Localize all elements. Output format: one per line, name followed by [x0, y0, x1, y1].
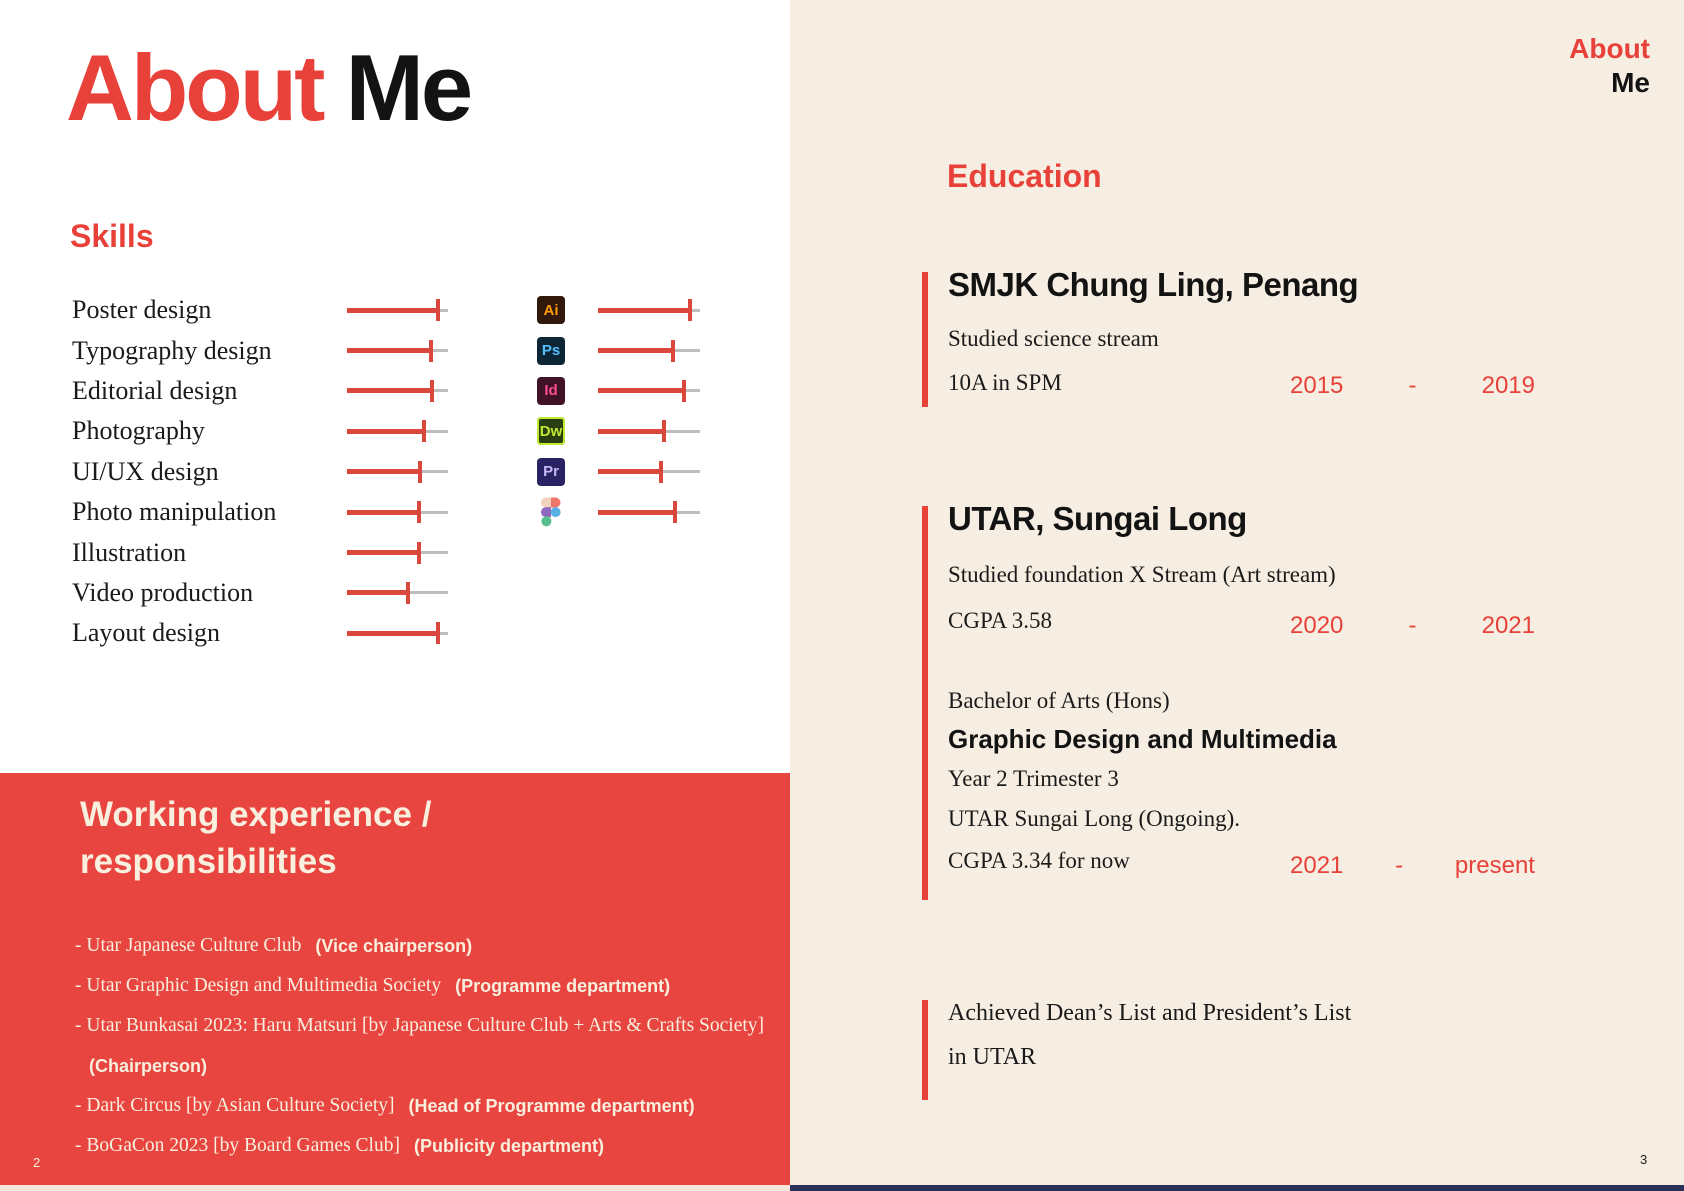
skill-row: [0, 452, 790, 492]
skill-bar: [347, 459, 448, 485]
skill-label: Poster design: [72, 295, 212, 325]
page-title: [66, 34, 470, 142]
skill-label: Layout design: [72, 618, 221, 648]
degree-line: Bachelor of Arts (Hons): [948, 688, 1170, 713]
experience-org: - Utar Japanese Culture Club: [75, 935, 302, 956]
experience-item: [75, 926, 780, 966]
skill-row: [0, 492, 790, 532]
experience-list: [75, 926, 780, 1166]
figma-icon: [541, 498, 561, 527]
experience-item: [75, 1006, 780, 1046]
education-page: [790, 0, 1684, 1185]
working-experience-heading-line1: Working experience /: [80, 795, 432, 834]
bottom-strip-left: [0, 1185, 790, 1191]
date-range: [1290, 612, 1535, 640]
degree-line: CGPA 3.34 for now: [948, 848, 1130, 873]
degree-programme: Graphic Design and Multimedia: [948, 724, 1337, 754]
premiere-icon: Pr: [537, 458, 565, 486]
degree-line: Year 2 Trimester 3: [948, 766, 1119, 791]
achievement-line: in UTAR: [948, 1044, 1037, 1070]
date-to: 2021: [1481, 612, 1535, 639]
entry-accent-bar: [922, 272, 928, 407]
illustrator-icon: Ai: [537, 296, 565, 324]
skill-row: [0, 573, 790, 613]
skill-bar: [347, 580, 448, 606]
skill-label: UI/UX design: [72, 456, 219, 486]
school-detail: Studied foundation X Stream (Art stream): [948, 562, 1336, 587]
dreamweaver-icon: Dw: [537, 417, 565, 445]
school-name: UTAR, Sungai Long: [948, 500, 1247, 537]
corner-title-accent: About: [1569, 33, 1650, 64]
software-bar: [598, 418, 700, 444]
entry-accent-bar: [922, 506, 928, 900]
skill-row: [0, 330, 790, 370]
date-separator: -: [1408, 372, 1417, 399]
skill-label: Photo manipulation: [72, 497, 277, 527]
experience-role: (Chairperson): [89, 1055, 208, 1076]
date-to: 2019: [1481, 372, 1535, 399]
experience-item: [75, 1086, 780, 1126]
achievement-line: Achieved Dean’s List and President’s List: [948, 1000, 1352, 1026]
experience-org: - Dark Circus [by Asian Culture Society]: [75, 1095, 395, 1116]
experience-org: - BoGaCon 2023 [by Board Games Club]: [75, 1135, 400, 1156]
software-bar: [598, 459, 700, 485]
date-from: 2021: [1290, 852, 1344, 879]
skill-row: [0, 532, 790, 572]
experience-item: [75, 1126, 780, 1166]
skill-row: [0, 411, 790, 451]
date-separator: -: [1395, 852, 1404, 879]
skill-bar: [347, 620, 448, 646]
software-bar: [598, 378, 700, 404]
page-number-left: 2: [33, 1155, 41, 1170]
school-detail: 10A in SPM: [948, 370, 1062, 395]
school-detail: Studied science stream: [948, 326, 1159, 351]
corner-title-rest: Me: [1611, 67, 1650, 98]
skill-row: [0, 613, 790, 653]
school-name: SMJK Chung Ling, Penang: [948, 266, 1359, 303]
skill-bar: [347, 418, 448, 444]
skill-label: Photography: [72, 416, 205, 446]
experience-role: (Head of Programme department): [408, 1095, 695, 1116]
skill-row: [0, 290, 790, 330]
software-bar: [598, 297, 700, 323]
working-experience-heading: [80, 791, 431, 885]
education-heading: Education: [947, 158, 1102, 194]
date-separator: -: [1408, 612, 1417, 639]
experience-item-role-line: [75, 1046, 780, 1086]
date-to: present: [1454, 852, 1535, 879]
bottom-strip-right: [790, 1185, 1684, 1191]
indesign-icon: Id: [537, 377, 565, 405]
date-from: 2020: [1290, 612, 1344, 639]
experience-org: - Utar Bunkasai 2023: Haru Matsuri [by Japanese Culture Club + Arts & Crafts Society]: [75, 1015, 765, 1036]
experience-role: (Programme department): [455, 975, 671, 996]
school-detail: CGPA 3.58: [948, 608, 1052, 633]
corner-title: [1569, 32, 1650, 100]
degree-line: UTAR Sungai Long (Ongoing).: [948, 806, 1241, 831]
working-experience-heading-line2: responsibilities: [80, 842, 337, 881]
skill-row: [0, 371, 790, 411]
date-range: [1290, 372, 1535, 400]
working-experience-section: [0, 773, 790, 1185]
skills-list: [0, 290, 790, 654]
entry-accent-bar: [922, 1000, 928, 1100]
date-from: 2015: [1290, 372, 1344, 399]
skill-bar: [347, 297, 448, 323]
experience-item: [75, 966, 780, 1006]
experience-org: - Utar Graphic Design and Multimedia Society: [75, 975, 442, 996]
page-title-accent: About: [66, 35, 323, 140]
skill-label: Illustration: [72, 537, 187, 567]
skill-bar: [347, 338, 448, 364]
software-bar: [598, 499, 700, 525]
page-title-rest: Me: [345, 35, 471, 140]
skills-heading: Skills: [70, 218, 154, 254]
date-range: [1290, 852, 1535, 880]
page-number-right: 3: [1640, 1152, 1648, 1167]
skill-label: Typography design: [72, 335, 272, 365]
skill-label: Video production: [72, 577, 254, 607]
skill-label: Editorial design: [72, 375, 238, 405]
experience-role: (Vice chairperson): [315, 935, 473, 956]
software-bar: [598, 338, 700, 364]
skill-bar: [347, 540, 448, 566]
skill-bar: [347, 499, 448, 525]
experience-role: (Publicity department): [413, 1135, 604, 1156]
photoshop-icon: Ps: [537, 337, 565, 365]
skill-bar: [347, 378, 448, 404]
